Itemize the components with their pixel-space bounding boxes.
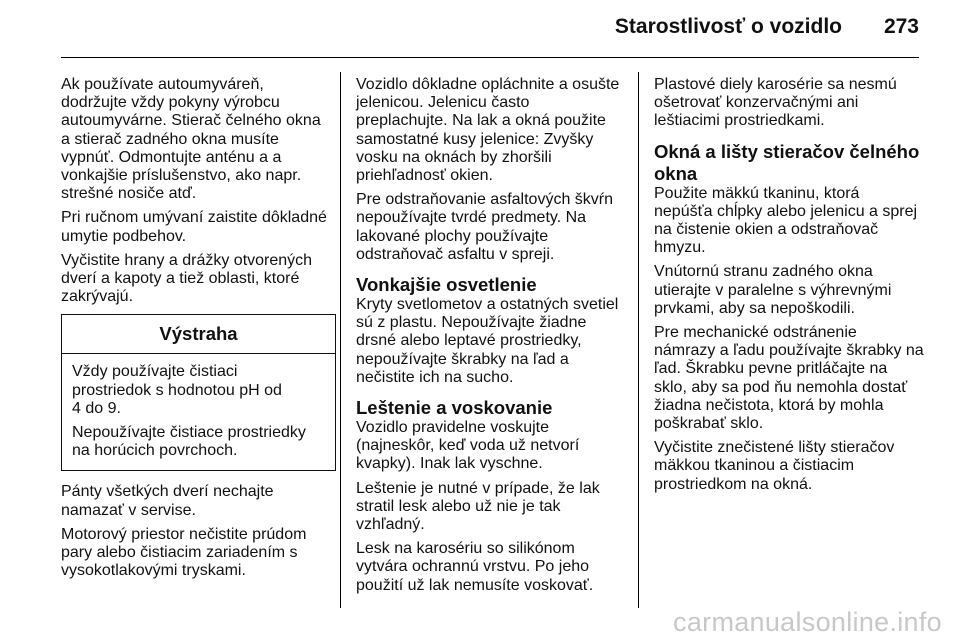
- section-heading: Leštenie a voskovanie: [356, 397, 553, 419]
- warning-title: Výstraha: [62, 315, 335, 354]
- paragraph: Ak používate autoumyváreň, dodržujte vždy pokyny výrobcu autoumyvárne. Stierač čelného okna a stierač zadného okna musíte vypnúť. Odmontujte anténu a a vonkajšie príslušenstvo, ako napr. strešné nosiče atď.: [61, 76, 321, 203]
- column-divider-2: [638, 72, 639, 608]
- paragraph: Vozidlo pravidelne voskujte (najneskôr, keď voda už netvorí kvapky). Inak lak vyschne.: [356, 419, 580, 473]
- column-2: [356, 76, 631, 601]
- column-divider-1: [340, 72, 341, 608]
- warning-text: Vždy používajte čistiaci prostriedok s hodnotou pH od 4 do 9.: [72, 363, 282, 417]
- column-3: [654, 76, 926, 500]
- paragraph: Vozidlo dôkladne opláchnite a osušte jelenicou. Jelenicu často preplachujte. Na lak a okná použite samostatné kusy jelenice: Zvyšky vosku na oknách by zhoršili priehľadnosť okien.: [356, 76, 620, 185]
- header-divider: [61, 57, 919, 58]
- warning-body: [62, 354, 335, 470]
- paragraph: Pre odstraňovanie asfaltových škvŕn nepoužívajte tvrdé predmety. Na lakované plochy používajte odstraňovač asfaltu v spreji.: [356, 191, 614, 263]
- warning-box: [61, 314, 336, 471]
- section-heading: Okná a lišty stieračov čelného okna: [654, 140, 920, 184]
- paragraph: Kryty svetlometov a ostatných svetiel sú z plastu. Nepoužívajte žiadne drsné alebo leptavé prostriedky, nepoužívajte škrabky na ľad a nečistite ich na sucho.: [356, 296, 619, 386]
- paragraph: Vyčistite znečistené lišty stieračov mäkkou tkaninou a čistiacim prostriedkom na okná.: [654, 439, 895, 493]
- warning-text: Nepoužívajte čistiace prostriedky na horúcich povrchoch.: [72, 424, 306, 460]
- paragraph: Pri ručnom umývaní zaistite dôkladné umytie podbehov.: [61, 209, 327, 245]
- watermark: carmanualsonline.info: [673, 607, 942, 637]
- paragraph: Leštenie je nutné v prípade, že lak stratil lesk alebo už nie je tak vzhľadný.: [356, 479, 600, 534]
- page-title: Starostlivosť o vozidlo: [614, 15, 842, 38]
- page-number: 273: [883, 15, 919, 38]
- column-1: [61, 76, 336, 586]
- paragraph: Použite mäkkú tkaninu, ktorá nepúšťa chĺpky alebo jelenicu a sprej na čistenie okien a odstraňovač hmyzu.: [654, 184, 918, 257]
- paragraph: Pre mechanické odstránenie námrazy a ľadu používajte škrabky na ľad. Škrabku pevne pritláčajte na sklo, aby sa pod ňu nemohla dostať žiadna nečistota, ktorá by mohla poškrabať sklo.: [654, 324, 924, 433]
- paragraph: Lesk na karosériu so silikónom vytvára ochrannú vrstvu. Po jeho použití už lak nemusíte voskovať.: [356, 540, 594, 594]
- paragraph: Vnútornú stranu zadného okna utierajte v paralelne s výhrevnými prvkami, aby sa nepoškodili.: [654, 263, 892, 317]
- section-heading: Vonkajšie osvetlenie: [356, 274, 537, 296]
- paragraph: Motorový priestor nečistite prúdom pary alebo čistiacim zariadením s vysokotlakovými tryskami.: [61, 525, 307, 580]
- paragraph: Pánty všetkých dverí nechajte namazať v servise.: [61, 483, 274, 519]
- paragraph: Vyčistite hrany a drážky otvorených dverí a kapoty a tiež oblasti, ktoré zakrývajú.: [61, 251, 313, 306]
- paragraph: Plastové diely karosérie sa nesmú ošetrovať konzervačnými ani leštiacimi prostriedkami.: [654, 76, 897, 130]
